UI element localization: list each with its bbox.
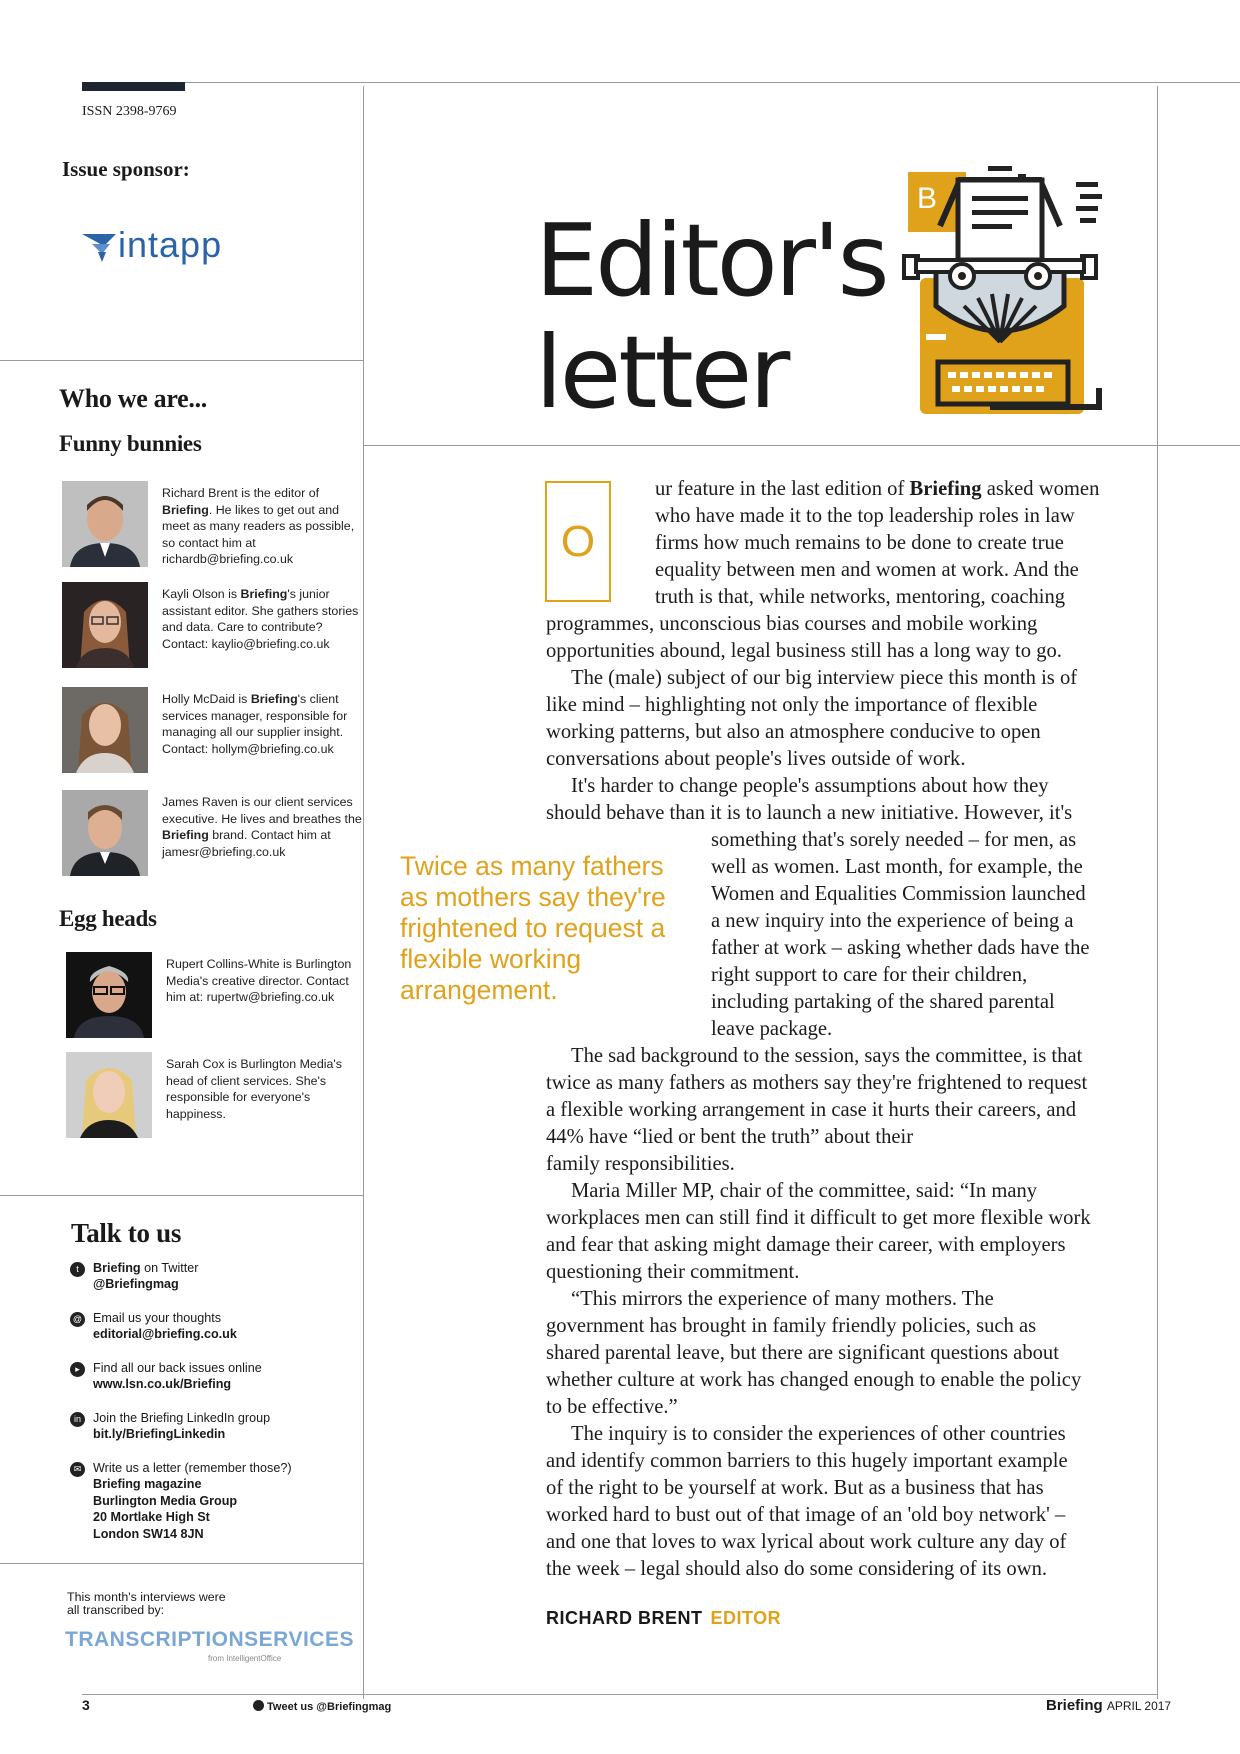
intapp-logo-mark-icon	[82, 232, 122, 266]
footer-rule	[82, 1694, 1157, 1695]
intapp-logo-text: intapp	[118, 224, 223, 265]
avatar	[66, 1052, 152, 1138]
avatar	[62, 790, 148, 876]
at-icon: @	[70, 1312, 85, 1327]
top-rule	[185, 82, 1240, 83]
lead-line: who have made it to the top leadership roles in law	[655, 505, 1075, 527]
pull-quote: Twice as many fathers as mothers say they're frightened to request a flexible working arrangement.	[400, 851, 666, 1005]
drop-cap: O	[545, 481, 611, 602]
staff-card	[62, 687, 372, 775]
envelope-icon: ✉	[70, 1462, 85, 1477]
twitter-icon: t	[70, 1262, 85, 1277]
staff-bio: Richard Brent is the editor of Briefing. He likes to get out and meet as many readers as possible, so contact him at richardb@briefing.co.uk	[162, 486, 355, 567]
staff-card	[62, 582, 372, 670]
staff-card	[62, 481, 372, 569]
lead-line: firms how much remains to be done to create true	[655, 532, 1064, 554]
footer-issue: Briefing APRIL 2017	[1046, 1697, 1172, 1714]
title-rule	[363, 445, 1240, 446]
cursor-icon: ▸	[70, 1362, 85, 1377]
avatar	[62, 687, 148, 773]
right-margin-rule	[1157, 86, 1158, 1699]
sidebar-rule-3	[0, 1563, 363, 1564]
issn: ISSN 2398-9769	[82, 104, 177, 119]
staff-card	[62, 790, 372, 878]
transcription-label: This month's interviews were all transcribed by:	[67, 1590, 226, 1617]
intapp-logo[interactable]	[82, 224, 252, 268]
avatar	[62, 582, 148, 668]
staff-bio: Kayli Olson is Briefing's junior assistant editor. She gathers stories and data. Care to contribute? Contact: kaylio@briefing.co.uk	[162, 587, 359, 651]
funny-bunnies-heading: Funny bunnies	[59, 431, 202, 456]
signature-role: EDITOR	[710, 1608, 782, 1628]
signature	[546, 1608, 781, 1629]
egg-heads-heading: Egg heads	[59, 906, 157, 931]
sidebar-rule-1	[0, 360, 363, 361]
staff-card	[66, 952, 376, 1040]
top-accent-bar	[82, 82, 185, 91]
signature-name: RICHARD BRENT	[546, 1608, 703, 1628]
wrapped-lines: something that's sorely needed – for men, as well as women. Last month, for example, the Women and Equalities Commission launched a new inquiry into the experience of being a father at work – asking whether dads have the right support to care for their children, including partaking of the shared parental leave package.	[711, 829, 1090, 1040]
sidebar-divider	[363, 86, 364, 1699]
sidebar-rule-2	[0, 1195, 363, 1196]
typewriter-icon	[900, 166, 1110, 420]
footer-tweet[interactable]: Tweet us @Briefingmag	[253, 1700, 391, 1713]
page-number: 3	[82, 1697, 90, 1713]
svg-text:B: B	[917, 182, 938, 215]
twitter-icon	[253, 1700, 264, 1711]
staff-bio: James Raven is our client services executive. He lives and breathes the Briefing brand. Contact him at jamesr@briefing.co.uk	[162, 795, 362, 859]
transcription-logo[interactable]: TRANSCRIPTIONSERVICES	[65, 1628, 354, 1651]
linkedin-icon: in	[70, 1412, 85, 1427]
article-body: programmes, unconscious bias courses and mobile working opportunities abound, legal business still has a long way to go. The (male) subject of our big interview piece this month is of like mind – highlighting not only the importance of flexible working patterns, but also an atmosphere conducive to open conversations about people's lives outside of work. It's harder to change people's assumptions about how they should behave than it is to launch a new initiative. However, it's something that's sorely needed – for men, as well as women. Last month, for example, the Women and Equalities Commission launched a new inquiry into the experience of being a father at work – asking whether dads have the right support to care for their children, including partaking of the shared parental leave package. The sad background to the session, says the committee, is that twice as many fathers as mothers say they're frightened to request a flexible working arrangement in case it hurts their careers, and 44% have “lied or bent the truth” about their family responsibilities. Maria Miller MP, chair of the committee, said: “In many workplaces men can still find it difficult to get more flexible work and fear that asking might damage their career, with employers questioning their commitment. “This mirrors the experience of many mothers. The government has brought in family friendly policies, such as shared parental leave, but there are significant questions about whether culture at work has changed enough to enable the policy to be effective.” The inquiry is to consider the experiences of other countries and identify common barriers to this hugely important example of the right to be yourself at work. But as a business that has worked hard to bust out of that image of an 'old boy network' – and one that loves to wax lyrical about work culture any day of the week – legal should also do some considering of its own.	[546, 611, 1156, 1583]
staff-bio: Holly McDaid is Briefing's client services manager, responsible for managing all our supplier insight. Contact: hollym@briefing.co.uk	[162, 692, 348, 756]
avatar	[66, 952, 152, 1038]
lead-paragraph	[655, 476, 1155, 611]
staff-bio: Rupert Collins-White is Burlington Media's creative director. Contact him at: rupertw@briefing.co.uk	[166, 957, 352, 1005]
lead-line: equality between men and women at work. And the	[655, 559, 1079, 581]
lead-line-1: ur feature in the last edition of Briefing asked women	[655, 478, 1100, 500]
avatar	[62, 481, 148, 567]
lead-line: truth is that, while networks, mentoring, coaching	[655, 586, 1066, 608]
talk-to-us-heading: Talk to us	[71, 1218, 182, 1248]
sponsor-heading: Issue sponsor:	[62, 157, 190, 181]
transcription-sub: from IntelligentOffice	[208, 1654, 282, 1663]
staff-card	[66, 1052, 376, 1140]
who-we-are-heading: Who we are...	[59, 384, 207, 413]
page-title: Editor's letter	[535, 202, 887, 431]
staff-bio: Sarah Cox is Burlington Media's head of client services. She's responsible for everyone's happiness.	[166, 1057, 342, 1121]
